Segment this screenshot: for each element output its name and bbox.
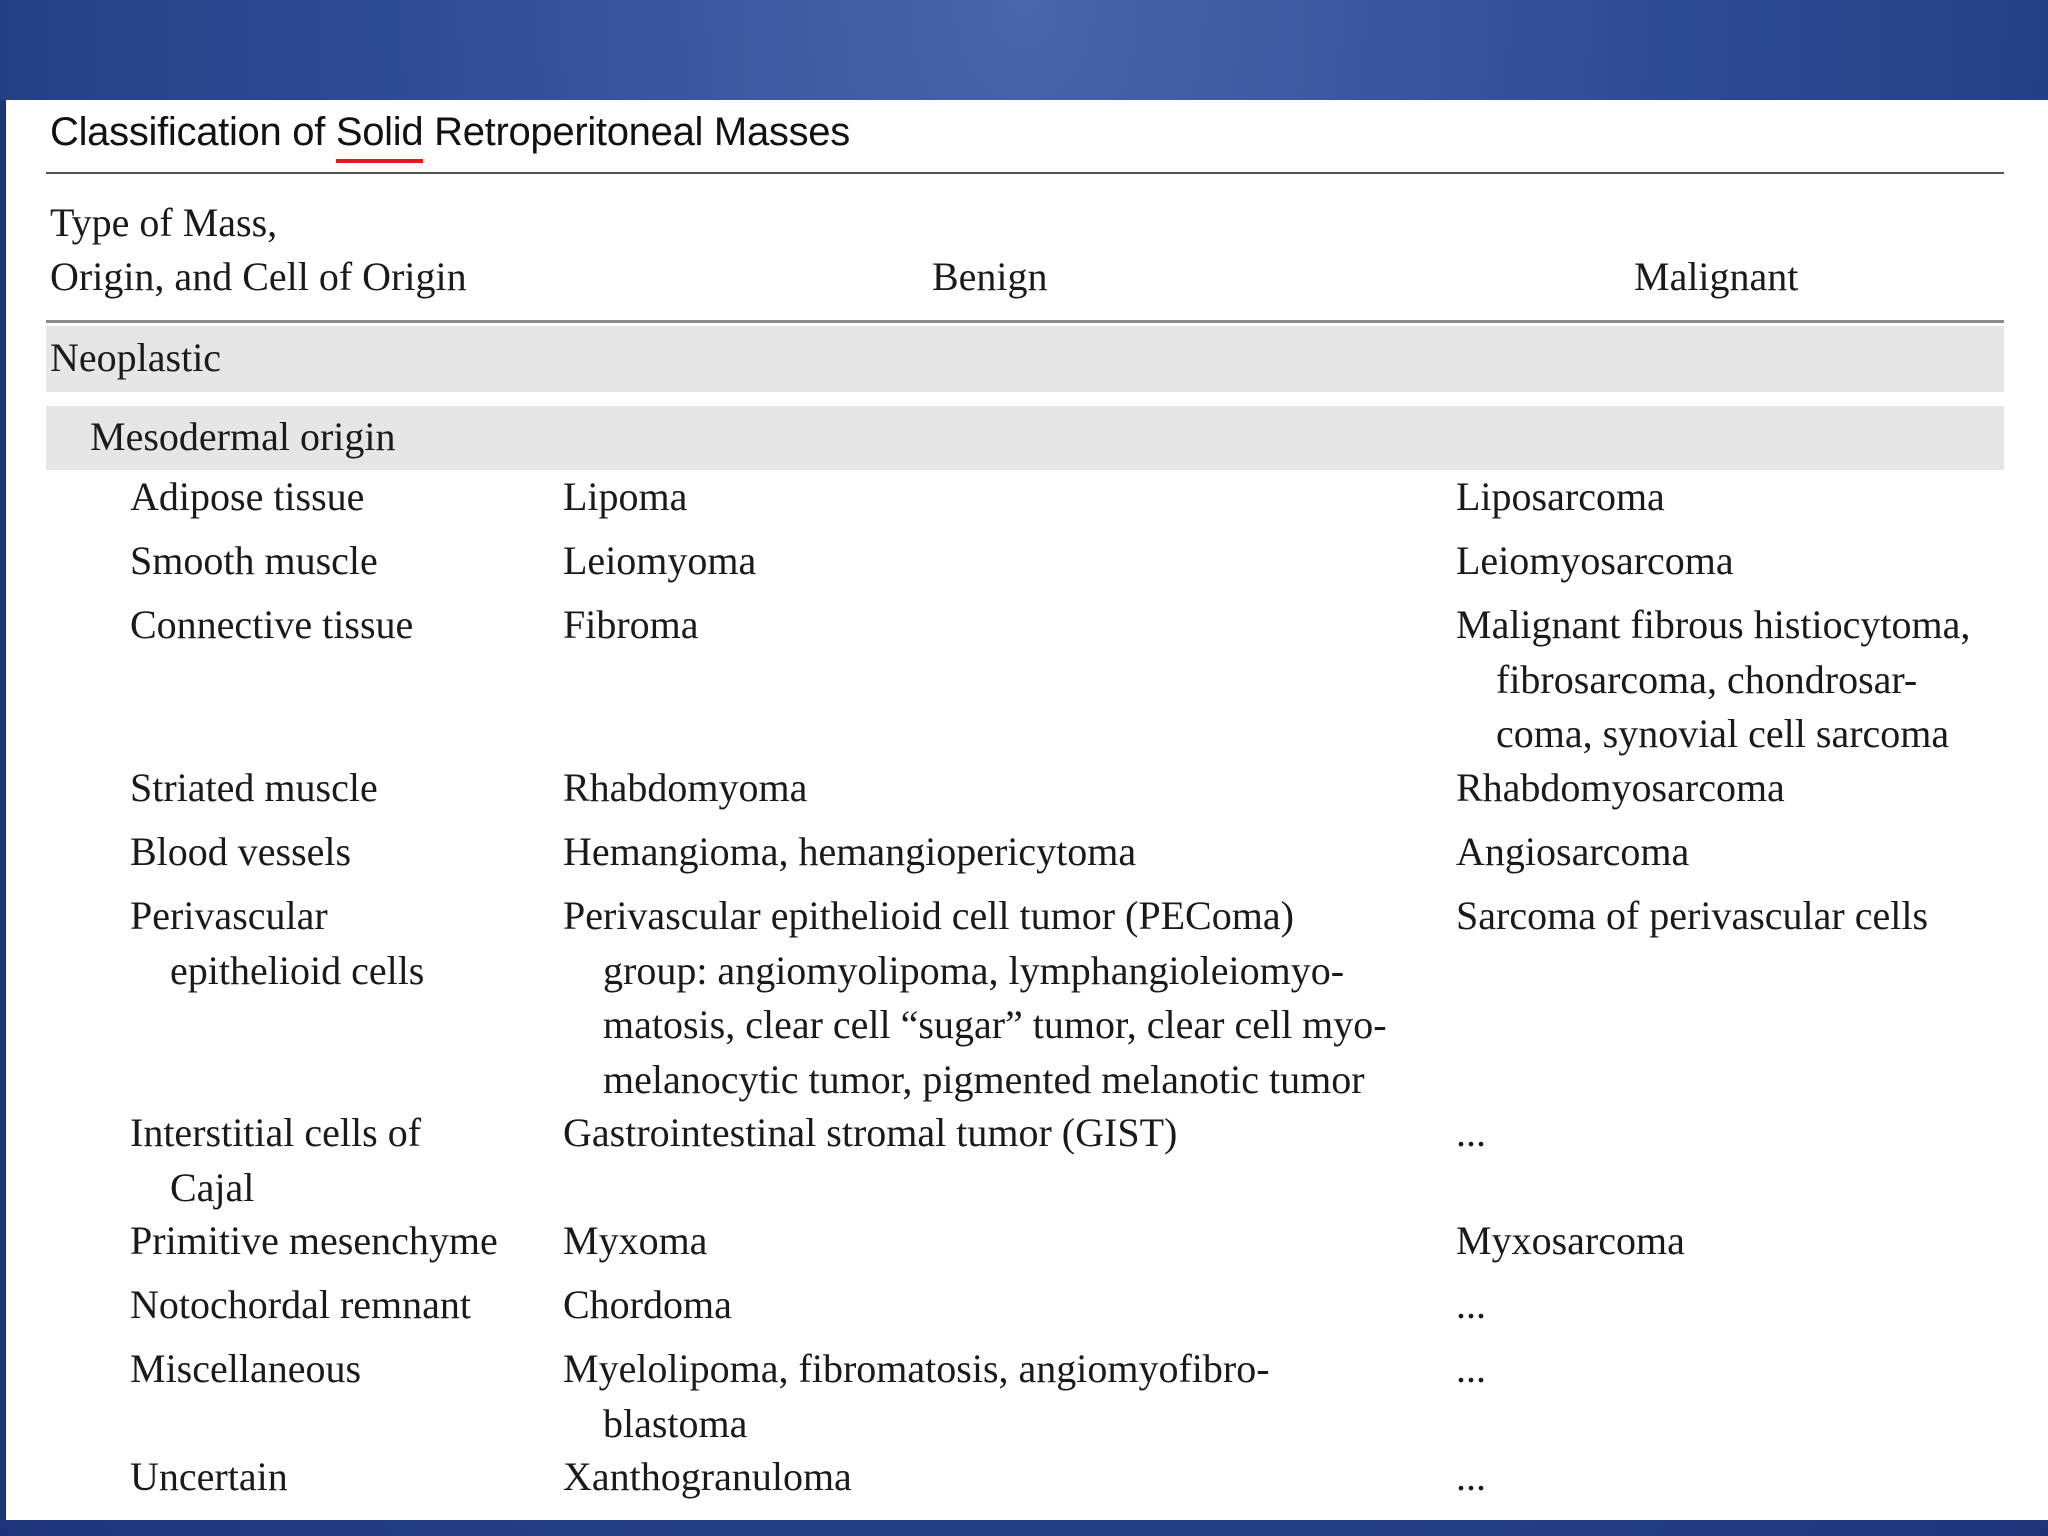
malignant-cell-line: Angiosarcoma (1456, 829, 1690, 874)
benign-cell-line: Hemangioma, hemangiopericytoma (563, 829, 1137, 874)
benign-cell (563, 534, 756, 589)
cell-of-origin (130, 1278, 471, 1333)
benign-cell-line: matosis, clear cell “sugar” tumor, clear cell myo- (603, 1002, 1387, 1047)
benign-cell-line: Xanthogranuloma (563, 1454, 852, 1499)
subsection-band (46, 406, 2004, 470)
malignant-cell (1456, 825, 1689, 880)
cell-of-origin (130, 534, 378, 589)
malignant-cell (1456, 1342, 1486, 1397)
title-rule (46, 172, 2004, 174)
malignant-cell (1456, 1106, 1486, 1161)
malignant-cell-line: Malignant fibrous histiocytoma, (1456, 602, 1971, 647)
benign-cell-line: Lipoma (563, 474, 688, 519)
malignant-cell (1456, 1214, 1685, 1269)
benign-cell-line: melanocytic tumor, pigmented melanotic tumor (603, 1056, 1365, 1102)
benign-cell (563, 1106, 1177, 1161)
cell-of-origin-line: Perivascular (130, 893, 328, 938)
benign-cell-line: Myxoma (563, 1218, 708, 1263)
cell-of-origin-line: Cajal (170, 1164, 255, 1210)
malignant-cell-line: coma, synovial cell sarcoma (1496, 711, 1950, 756)
title-highlight-text: Solid (335, 110, 424, 154)
malignant-cell-line: Leiomyosarcoma (1456, 538, 1734, 583)
spellcheck-underline (336, 159, 423, 163)
malignant-cell-line: Sarcoma of perivascular cells (1456, 893, 1929, 938)
cell-of-origin (130, 825, 351, 880)
benign-cell-line: Rhabdomyoma (563, 765, 808, 810)
malignant-cell-line: ... (1456, 1282, 1486, 1327)
malignant-cell (1456, 1450, 1486, 1505)
benign-cell-line: blastoma (603, 1400, 748, 1446)
cell-of-origin (130, 1450, 288, 1505)
table-title (50, 110, 850, 155)
benign-cell-line: Fibroma (563, 602, 699, 647)
header-malignant: Malignant (1634, 254, 1799, 299)
malignant-cell (1456, 534, 1734, 589)
benign-cell (563, 825, 1136, 880)
cell-of-origin-line: Uncertain (130, 1454, 288, 1499)
malignant-cell-line: ... (1456, 1110, 1486, 1155)
malignant-cell (1456, 761, 1785, 816)
header-col1-line2: Origin, and Cell of Origin (50, 254, 467, 299)
cell-of-origin-line: Interstitial cells of (130, 1110, 422, 1155)
cell-of-origin-line: Primitive mesenchyme (130, 1218, 498, 1263)
cell-of-origin (130, 470, 364, 525)
benign-cell (563, 1450, 852, 1505)
malignant-cell (1456, 470, 1665, 525)
title-text-start: Classification of (50, 110, 336, 154)
header-col1-line1: Type of Mass, (50, 200, 278, 245)
header-benign: Benign (932, 254, 1048, 299)
slide-page (0, 100, 2048, 1520)
benign-cell-line: group: angiomyolipoma, lymphangioleiomyo- (603, 947, 1345, 993)
malignant-cell-line: Liposarcoma (1456, 474, 1665, 519)
malignant-cell-line: Rhabdomyosarcoma (1456, 765, 1785, 810)
benign-cell-line: Myelolipoma, fibromatosis, angiomyofibro- (563, 1346, 1270, 1391)
cell-of-origin (130, 1214, 498, 1269)
benign-cell (563, 598, 699, 653)
benign-cell-line: Gastrointestinal stromal tumor (GIST) (563, 1110, 1178, 1155)
slide-edge (0, 100, 6, 1520)
cell-of-origin-line: epithelioid cells (170, 947, 425, 993)
section-band (46, 326, 2004, 392)
header-rule (46, 320, 2004, 323)
cell-of-origin-line: Striated muscle (130, 765, 378, 810)
benign-cell (563, 761, 807, 816)
benign-cell-line: Perivascular epithelioid cell tumor (PEComa) (563, 893, 1294, 938)
benign-cell-line: Leiomyoma (563, 538, 757, 583)
malignant-cell (1456, 889, 1928, 944)
cell-of-origin-line: Notochordal remnant (130, 1282, 471, 1327)
cell-of-origin (130, 889, 424, 998)
cell-of-origin (130, 1342, 361, 1397)
malignant-cell-line: ... (1456, 1346, 1486, 1391)
benign-cell (563, 1214, 707, 1269)
malignant-cell-line: ... (1456, 1454, 1486, 1499)
benign-cell-line: Chordoma (563, 1282, 732, 1327)
benign-cell (563, 1342, 1270, 1451)
cell-of-origin (130, 1106, 421, 1215)
cell-of-origin-line: Miscellaneous (130, 1346, 362, 1391)
malignant-cell (1456, 1278, 1486, 1333)
subsection-mesodermal: Mesodermal origin (90, 414, 396, 459)
title-text-end: Retroperitoneal Masses (423, 110, 850, 154)
malignant-cell-line: fibrosarcoma, chondrosar- (1496, 656, 1918, 702)
cell-of-origin-line: Adipose tissue (130, 474, 365, 519)
cell-of-origin (130, 761, 378, 816)
cell-of-origin-line: Connective tissue (130, 602, 414, 647)
benign-cell (563, 1278, 732, 1333)
cell-of-origin-line: Smooth muscle (130, 538, 378, 583)
malignant-cell-line: Myxosarcoma (1456, 1218, 1685, 1263)
malignant-cell (1456, 598, 1970, 762)
cell-of-origin (130, 598, 413, 653)
title-highlight-word[interactable] (336, 110, 423, 155)
section-neoplastic: Neoplastic (50, 335, 222, 380)
cell-of-origin-line: Blood vessels (130, 829, 352, 874)
benign-cell (563, 470, 687, 525)
benign-cell (563, 889, 1387, 1107)
